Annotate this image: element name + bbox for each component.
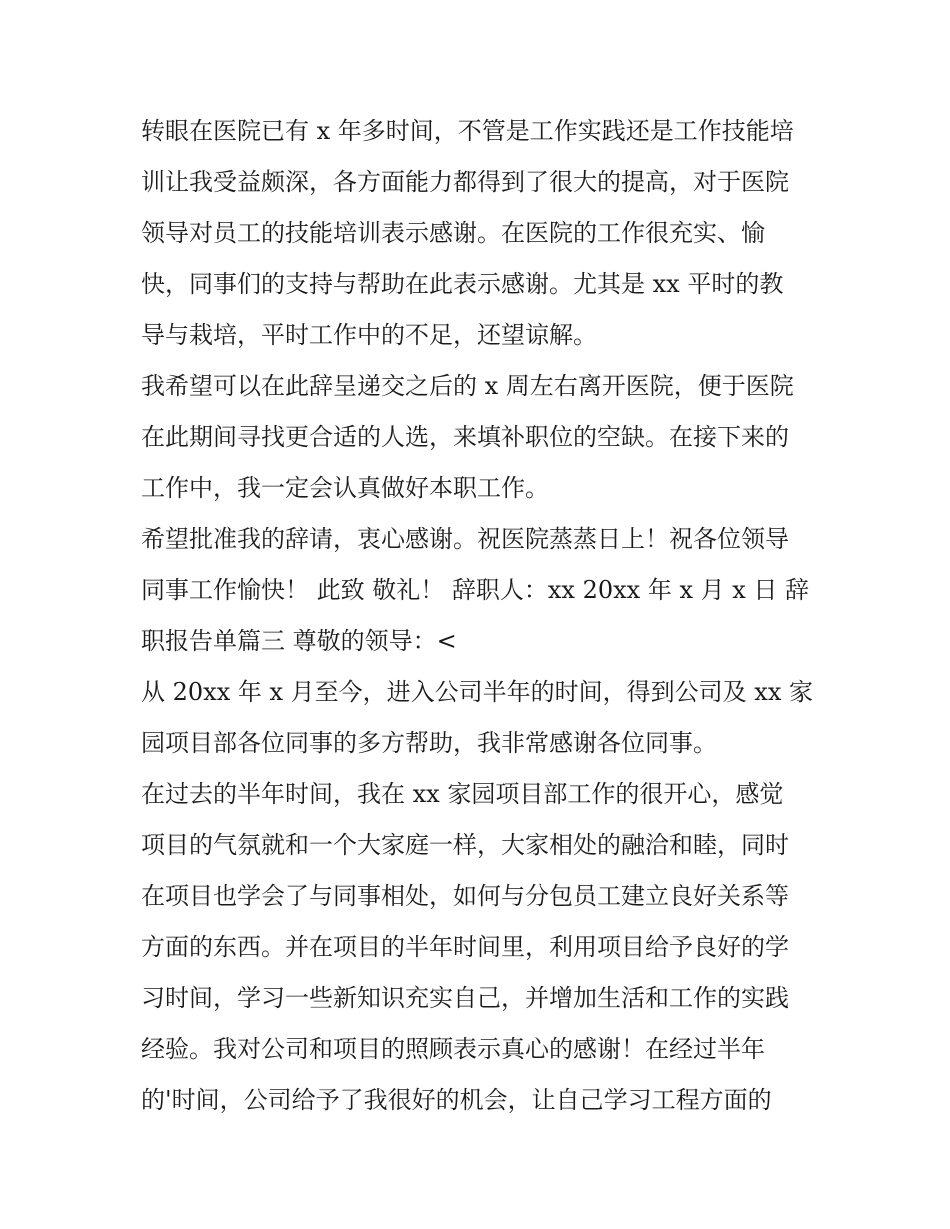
text-line: 园项目部各位同事的多方帮助，我非常感谢各位同事。 xyxy=(141,729,717,757)
document-body xyxy=(141,106,821,1126)
text-line: 训让我受益颇深，各方面能力都得到了很大的提高，对于医院 xyxy=(141,168,789,196)
text-line: 从 20xx 年 x 月至今，进入公司半年的时间，得到公司及 xx 家 xyxy=(141,678,813,706)
text-line: 在项目也学会了与同事相处，如何与分包员工建立良好关系等 xyxy=(141,882,789,910)
text-line: 同事工作愉快！ 此致 敬礼！ 辞职人：xx 20xx 年 x 月 x 日 辞 xyxy=(141,576,810,604)
text-line: 工作中，我一定会认真做好本职工作。 xyxy=(141,474,549,502)
text-line: 在此期间寻找更合适的人选，来填补职位的空缺。在接下来的 xyxy=(141,423,789,451)
text-line: 转眼在医院已有 x 年多时间，不管是工作实践还是工作技能培 xyxy=(141,117,794,145)
text-line: 快，同事们的支持与帮助在此表示感谢。尤其是 xx 平时的教 xyxy=(141,270,784,298)
text-line: 职报告单篇三 尊敬的领导：< xyxy=(141,627,457,655)
text-line: 项目的气氛就和一个大家庭一样，大家相处的融洽和睦，同时 xyxy=(141,831,789,859)
text-line: 习时间，学习一些新知识充实自己，并增加生活和工作的实践 xyxy=(141,984,789,1012)
text-line: 领导对员工的技能培训表示感谢。在医院的工作很充实、愉 xyxy=(141,219,765,247)
text-line: 的'时间，公司给予了我很好的机会，让自己学习工程方面的 xyxy=(141,1086,772,1114)
text-line: 导与栽培，平时工作中的不足，还望谅解。 xyxy=(141,321,597,349)
text-line: 经验。我对公司和项目的照顾表示真心的感谢！在经过半年 xyxy=(141,1035,765,1063)
text-line: 我希望可以在此辞呈递交之后的 x 周左右离开医院，便于医院 xyxy=(141,372,794,400)
text-line: 希望批准我的辞请，衷心感谢。祝医院蒸蒸日上！祝各位领导 xyxy=(141,525,789,553)
text-line: 方面的东西。并在项目的半年时间里，利用项目给予良好的学 xyxy=(141,933,789,961)
text-line: 在过去的半年时间，我在 xx 家园项目部工作的很开心，感觉 xyxy=(141,780,784,808)
